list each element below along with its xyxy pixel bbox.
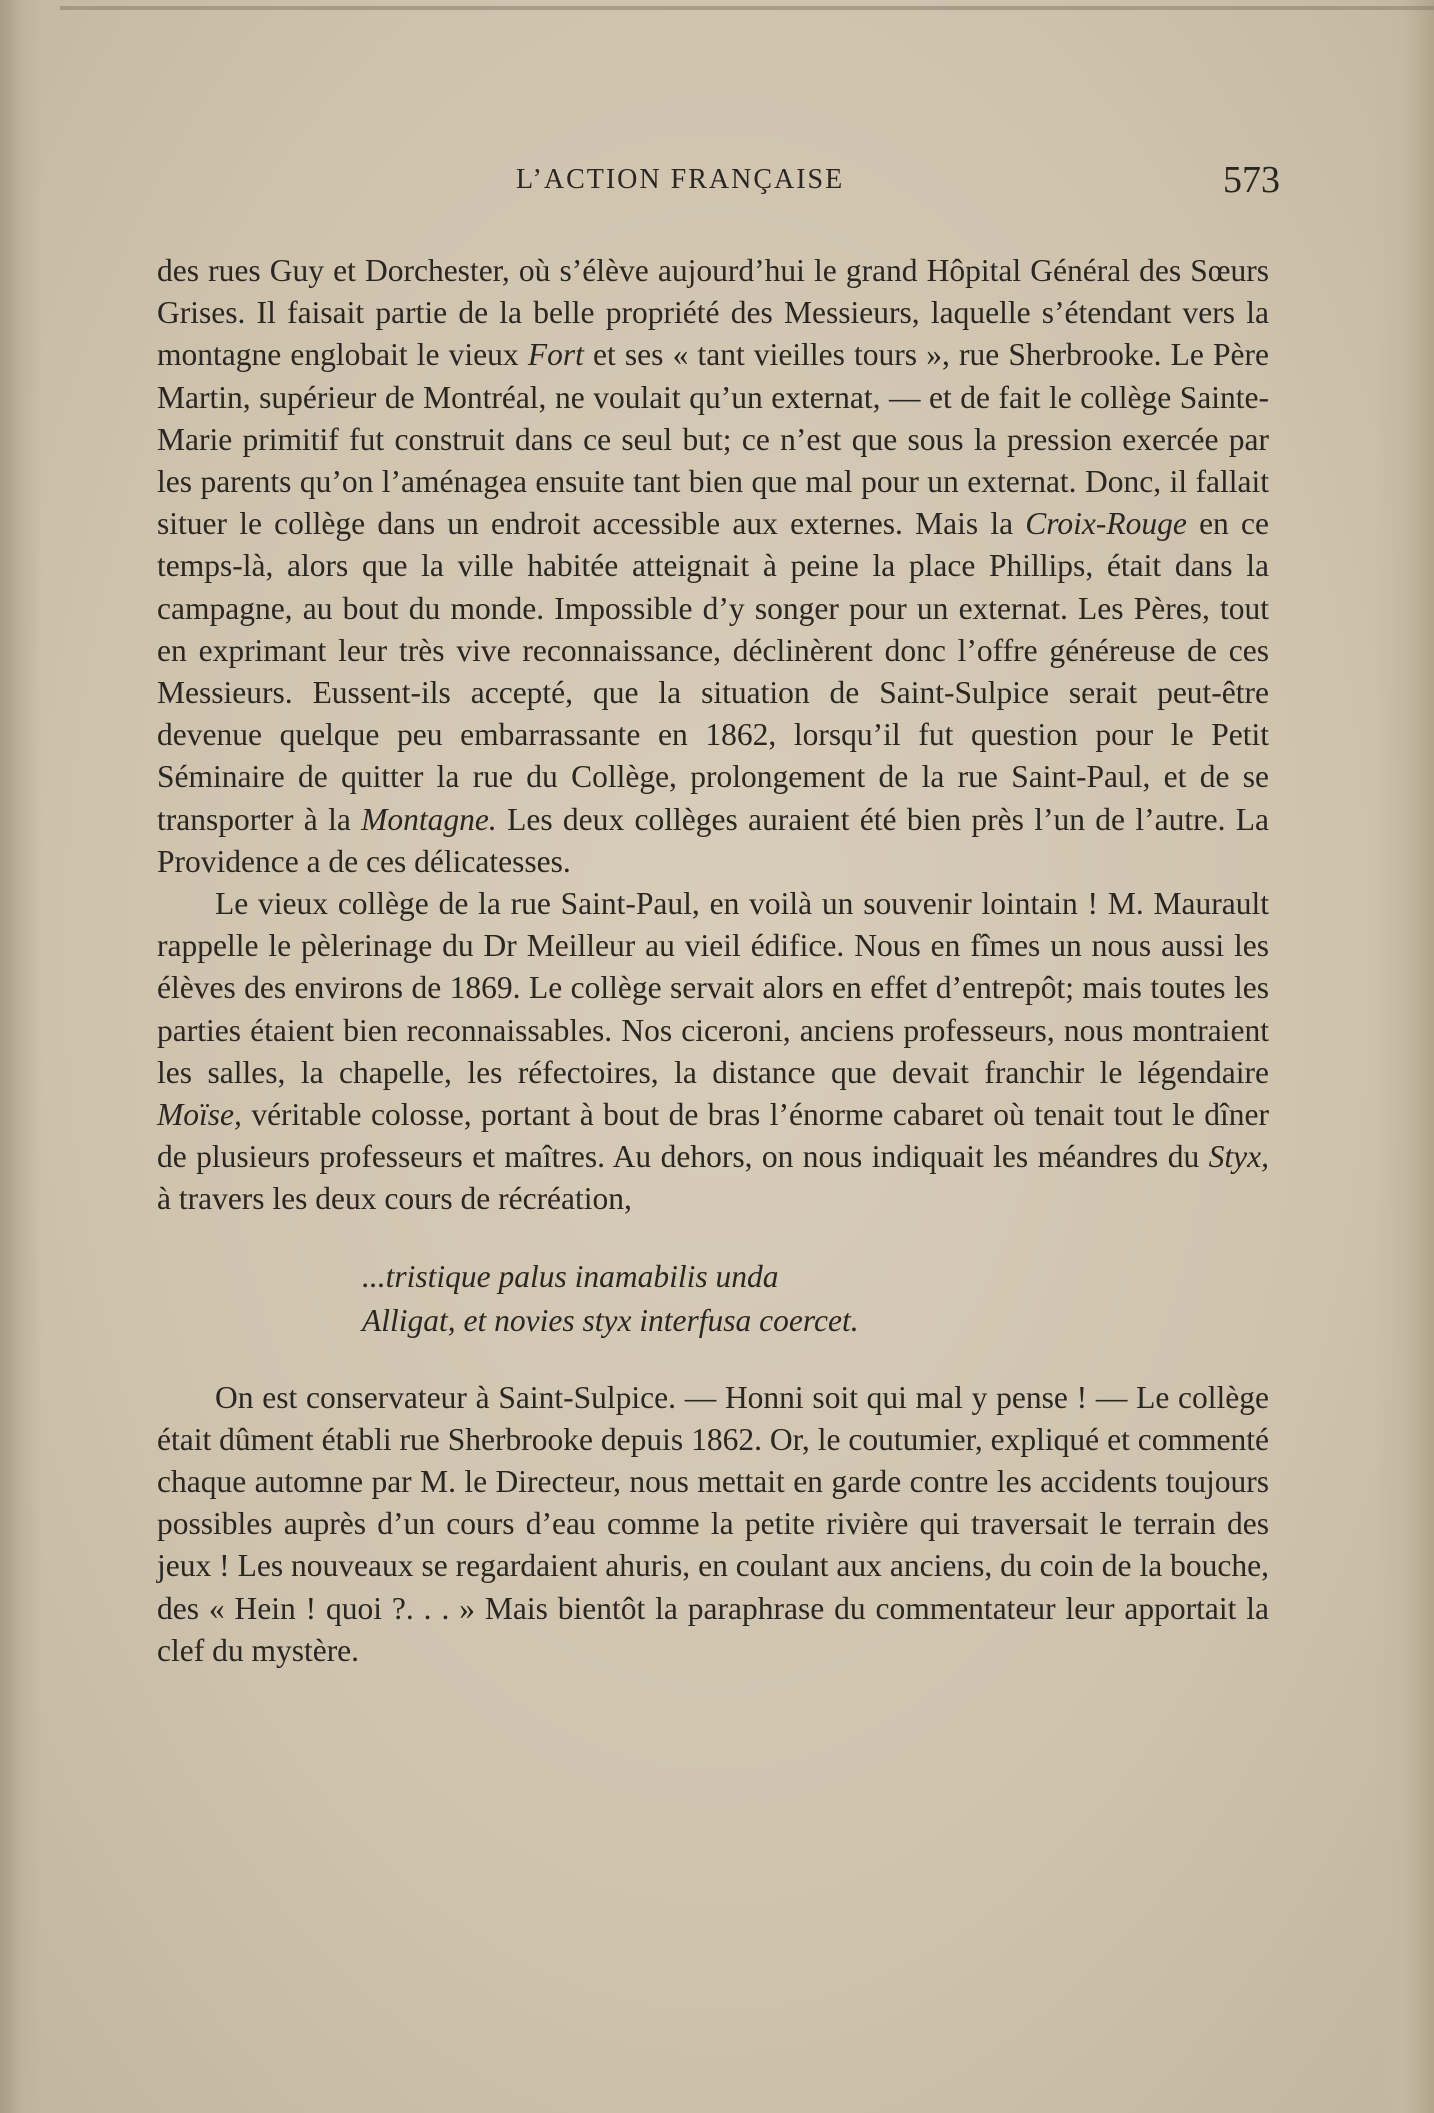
paragraph-2: Le vieux collège de la rue Saint-Paul, en voilà un souvenir lointain ! M. Maurault rappelle le pèlerinage du Dr Meilleur au vieil édifice. Nous en fîmes un nous aussi les élèves des environs de 1869. Le collège servait alors en effet d’entrepôt; mais toutes les parties étaient bien reconnaissables. Nos ciceroni, anciens professeurs, nous montraient les salles, la chapelle, les réfectoires, la distance que devait franchir le légendaire Moïse, véritable colosse, portant à bout de bras l’énorme cabaret où tenait tout le dîner de plusieurs professeurs et maîtres. Au dehors, on nous indiquait les méandres du Styx, à travers les deux cours de récréation, bbox=[157, 886, 1269, 1217]
paragraph-1: des rues Guy et Dorchester, où s’élève aujourd’hui le grand Hôpital Général des Sœurs Grises. Il faisait partie de la belle propriété des Messieurs, laquelle s’étendant vers la montagne englobait le vieux Fort et ses « tant vieilles tours », rue Sherbrooke. Le Père Martin, supérieur de Montréal, ne voulait qu’un externat, — et de fait le collège Sainte-Marie primitif fut construit dans ce seul but; ce n’est que sous la pression exercée par les parents qu’on l’aménagea ensuite tant bien que mal pour un externat. Donc, il fallait situer le collège dans un endroit accessible aux externes. Mais la Croix-Rouge en ce temps-là, alors que la ville habitée atteignait à peine la place Phillips, était dans la campagne, au bout du monde. Impossible d’y songer pour un externat. Les Pères, tout en exprimant leur très vive reconnaissance, déclinèrent donc l’offre généreuse de ces Messieurs. Eussent-ils accepté, que la situation de Saint-Sulpice serait peut-être devenue quelque peu embarrassante en 1862, lorsqu’il fut question pour le Petit Séminaire de quitter la rue du Collège, prolongement de la rue Saint-Paul, et de se transporter à la Montagne. Les deux collèges auraient été bien près l’un de l’autre. La Providence a de ces délicatesses. bbox=[157, 253, 1269, 879]
running-head bbox=[160, 158, 1280, 208]
italic-term-fort: Fort bbox=[527, 337, 584, 373]
verse-line-2: Alligat, et novies styx interfusa coercet. bbox=[362, 1302, 859, 1338]
page-number: 573 bbox=[1223, 159, 1280, 201]
page-right-edge bbox=[1374, 0, 1434, 2113]
latin-verse-quote bbox=[362, 1255, 1269, 1343]
running-title: L’ACTION FRANÇAISE bbox=[516, 164, 845, 195]
italic-term-styx: Styx, bbox=[1208, 1139, 1269, 1175]
top-border bbox=[60, 6, 1434, 10]
italic-term-croix-rouge: Croix-Rouge bbox=[1025, 506, 1187, 542]
italic-term-moise: Moïse, bbox=[157, 1097, 242, 1133]
page-left-edge bbox=[0, 0, 42, 2113]
body-text bbox=[157, 250, 1269, 1672]
paragraph-3: On est conservateur à Saint-Sulpice. — Honni soit qui mal y pense ! — Le collège était dûment établi rue Sherbrooke depuis 1862. Or, le coutumier, expliqué et commenté chaque automne par M. le Directeur, nous mettait en garde contre les accidents toujours possibles auprès d’un cours d’eau comme la petite rivière qui traversait le terrain des jeux ! Les nouveaux se regardaient ahuris, en coulant aux anciens, du coin de la bouche, des « Hein ! quoi ?. . . » Mais bientôt la paraphrase du commentateur leur apportait la clef du mystère. bbox=[157, 1379, 1269, 1668]
verse-line-1: ...tristique palus inamabilis unda bbox=[362, 1258, 779, 1294]
italic-term-montagne: Montagne. bbox=[361, 801, 497, 837]
